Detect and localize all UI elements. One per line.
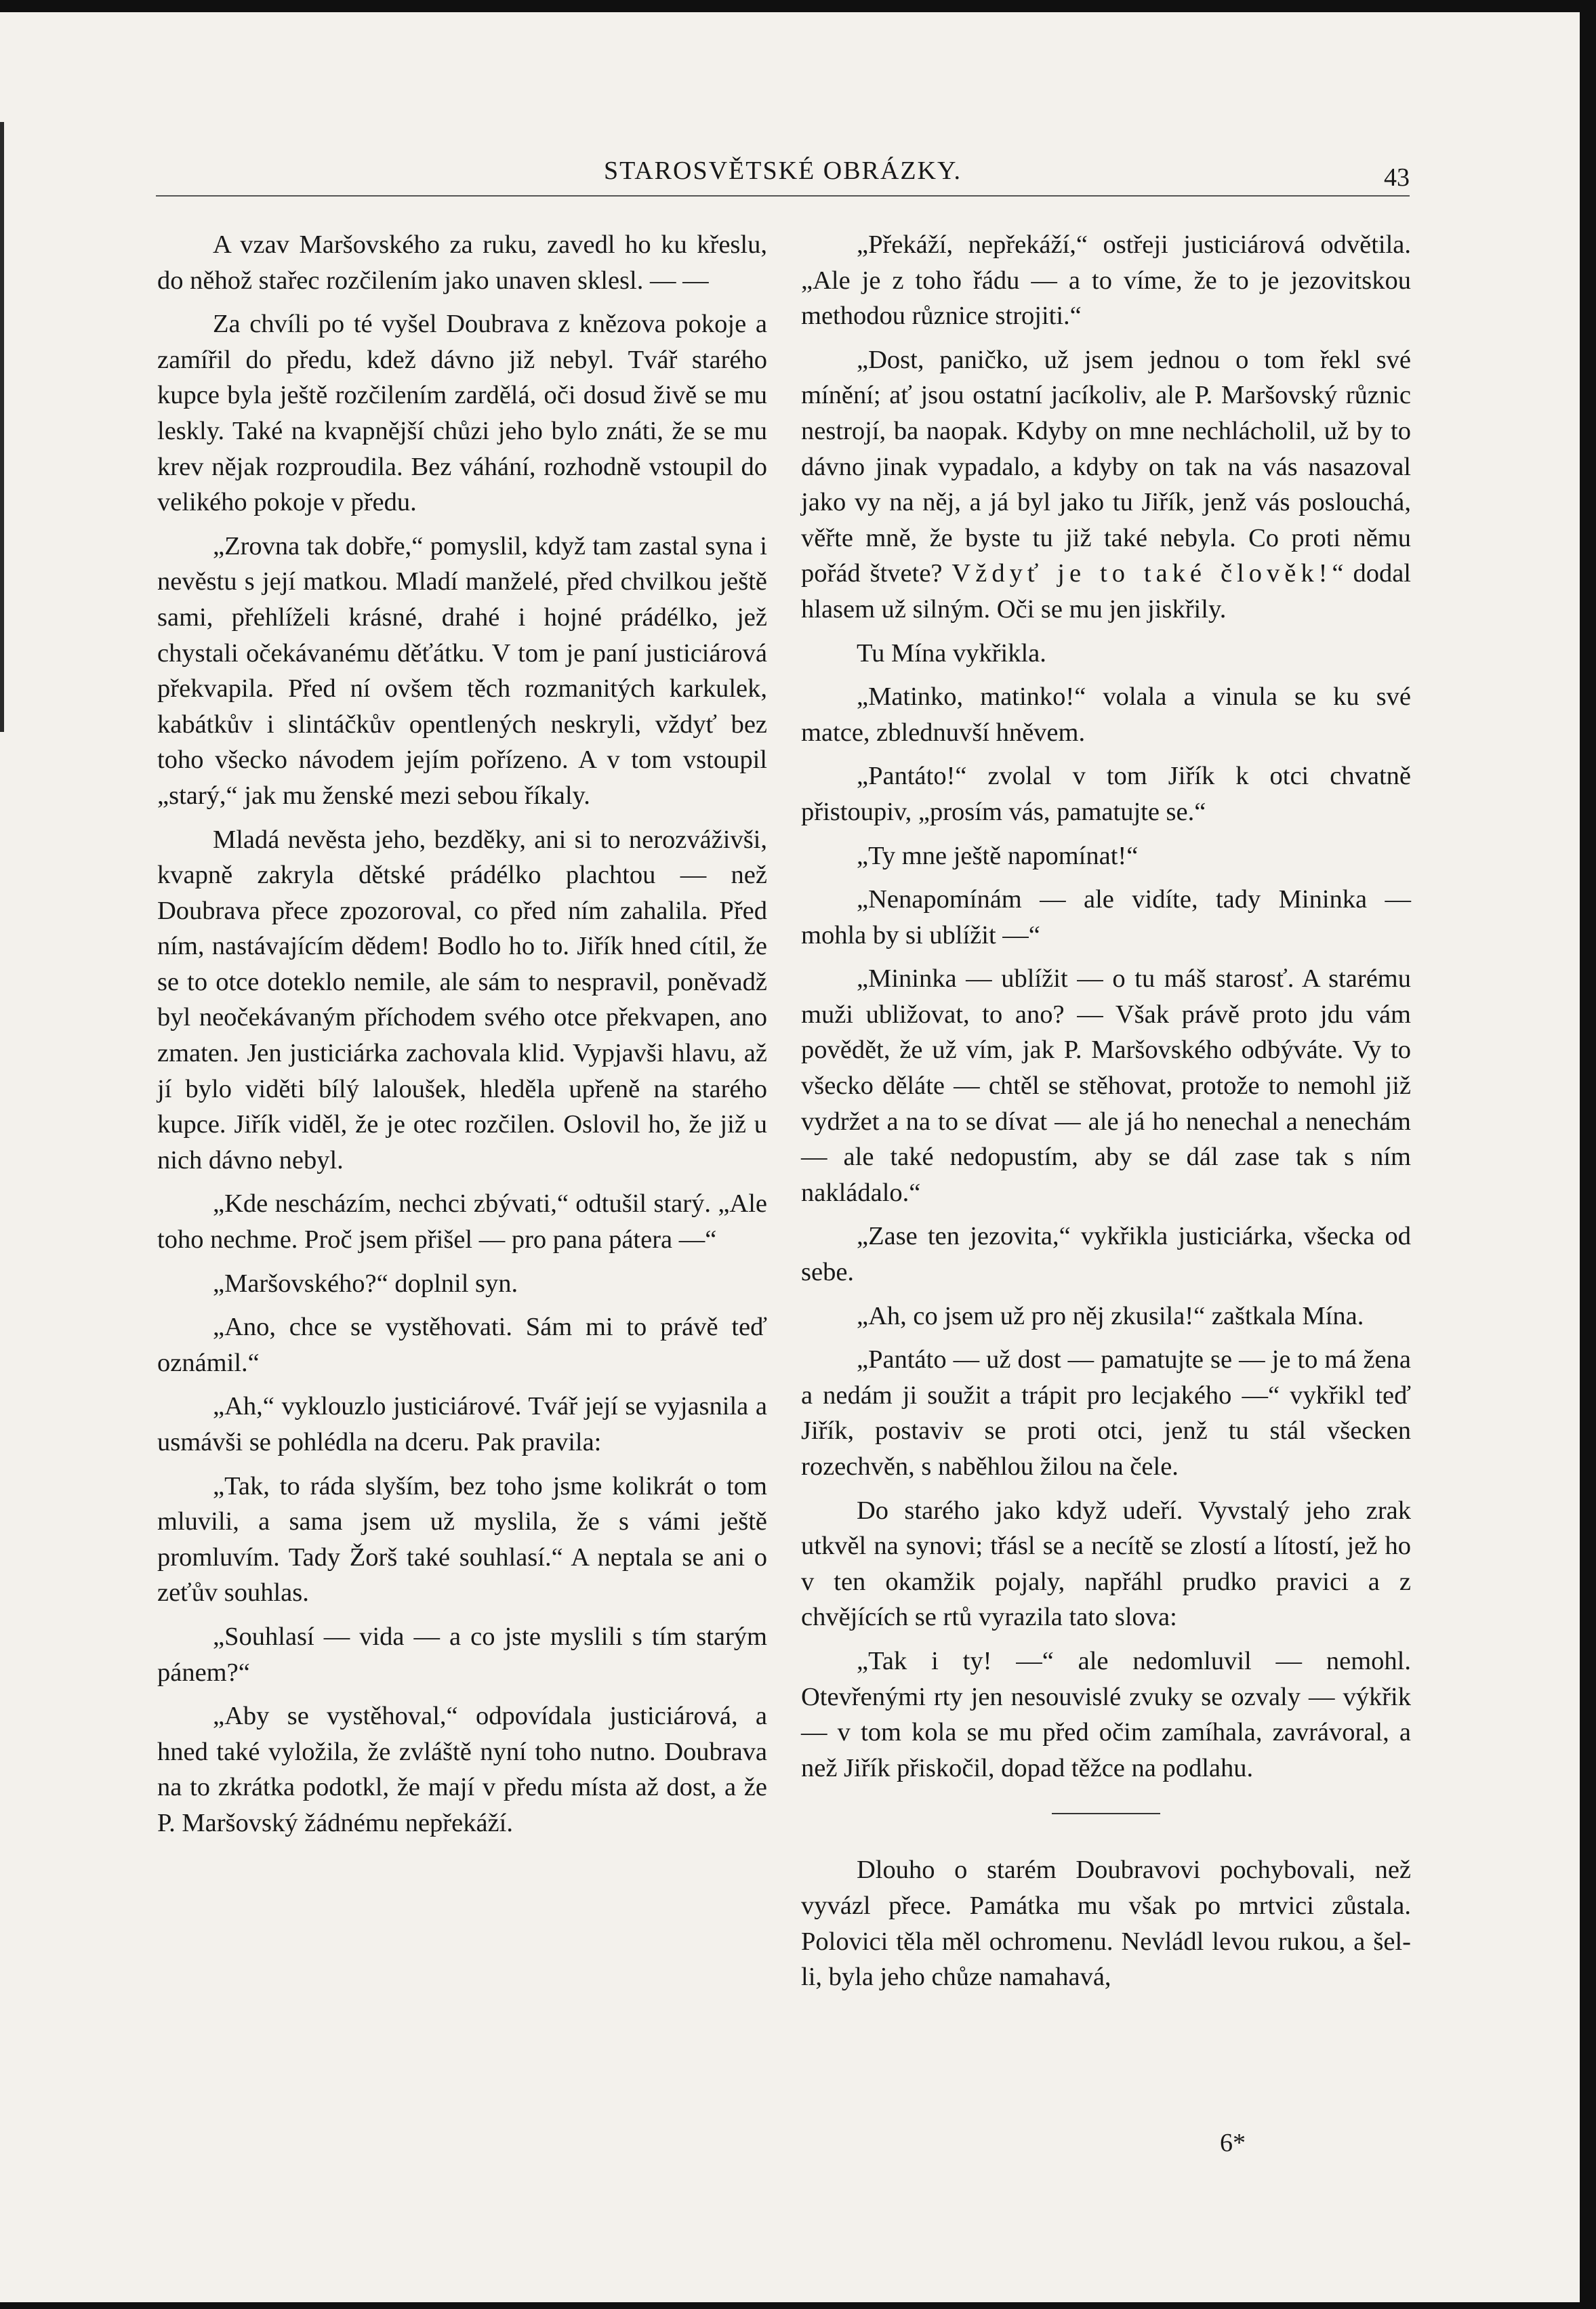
paragraph: Mladá nevěsta jeho, bezděky, ani si to nerozváživši, kvapně zakryla dětské prádélko plachtou — než Doubrava přece zpozoroval, co před ním zahalila. Před ním, nastávajícím dědem! Bodlo ho to. Jiřík hned cítil, že se to otce doteklo nemile, ale sám to nespravil, poněvadž byl neočekávaným příchodem svého otce překvapen, ano zmaten. Jen justiciárka zachovala klid. Vypjavši hlavu, až jí bylo viděti bílý laloušek, hleděla upřeně na starého kupce. Jiřík viděl, že je otec rozčilen. Oslovil ho, že již u nich dávno nebyl. <box>157 825 767 1174</box>
right-column <box>801 227 1411 2003</box>
scan-border-top <box>0 0 1596 12</box>
paragraph: Dlouho o starém Doubravovi pochybovali, než vyvázl přece. Památka mu však po mrtvici zůstala. Polovici těla měl ochromenu. Nevládl levou rukou, a šel-li, byla jeho chůze namahavá, <box>801 1856 1411 1992</box>
paragraph: „Ty mne ještě napomínat!“ <box>857 841 1139 870</box>
paragraph: „Zrovna tak dobře,“ pomyslil, když tam zastal syna i nevěstu s její matkou. Mladí manželé, před chvilkou ještě sami, přehlíželi krásné, drahé i hojné prádélko, jež chystali očekávanému děťátku. V tom je paní justiciárová překvapila. Před ní ovšem těch rozmanitých karkulek, kabátkův i slintáčkův opentlených neskryli, vždyť bez toho všecko návodem jejím pořízeno. A v tom vstoupil „starý,“ jak mu ženské mezi sebou říkaly. <box>157 531 767 810</box>
running-title: STAROSVĚTSKÉ OBRÁZKY. <box>603 157 962 185</box>
spaced-emphasis: Vždyť je to také člověk! <box>952 559 1332 588</box>
section-divider <box>1052 1813 1160 1814</box>
header-rule <box>156 195 1410 197</box>
paragraph: „Tak i ty! —“ ale nedomluvil — nemohl. Otevřenými rty jen nesouvislé zvuky se ozvaly — výkřik — v tom kola se mu před očim zamíhala, zavrávoral, a než Jiřík přiskočil, dopad těžce na podlahu. <box>801 1646 1411 1782</box>
printer-signature: 6* <box>1220 2129 1246 2157</box>
paragraph: Do starého jako když udeří. Vyvstalý jeho zrak utkvěl na synovi; třásl se a necítě se zlostí a lítostí, jež ho v ten okamžik pojaly, napřáhl prudko pravici a z chvějících se rtů vyrazila tato slova: <box>801 1496 1411 1632</box>
paragraph: „Kde nescházím, nechci zbývati,“ odtušil starý. „Ale toho nechme. Proč jsem přišel — pro pana pátera —“ <box>157 1189 767 1254</box>
paragraph: „Aby se vystěhoval,“ odpovídala justiciárová, a hned také vyložila, že zvláště nyní toho nutno. Doubrava na to zkrátka podotkl, že mají v předu místa až dost, a že P. Maršovský žádnému nepřekáží. <box>157 1702 767 1837</box>
paragraph: „Ano, chce se vystěhovati. Sám mi to právě teď oznámil.“ <box>157 1313 767 1377</box>
paragraph: „Souhlasí — vida — a co jste myslili s tím starým pánem?“ <box>157 1622 767 1687</box>
page-number: 43 <box>1384 163 1410 192</box>
scan-border-bottom <box>0 2302 1596 2309</box>
paragraph: Tu Mína vykřikla. <box>857 638 1046 668</box>
paragraph: A vzav Maršovského za ruku, zavedl ho ku křeslu, do něhož stařec rozčilením jako unaven sklesl. — — <box>157 230 767 295</box>
page-header <box>156 156 1410 197</box>
paragraph: „Pantáto — už dost — pamatujte se — je to má žena a nedám ji soužit a trápit pro lecjakého —“ vykřikl teď Jiřík, postaviv se proti otci, jenž tu stál všecken rozechvěn, s naběhlou žilou na čele. <box>801 1345 1411 1481</box>
paragraph: Za chvíli po té vyšel Doubrava z knězova pokoje a zamířil do předu, kdež dávno již nebyl. Tvář starého kupce byla ještě rozčilením zardělá, oči dosud živě se mu leskly. Také na kvapnější chůzi jeho bylo znáti, že se mu krev nějak rozproudila. Bez váhání, rozhodně vstoupil do velikého pokoje v předu. <box>157 310 767 517</box>
paragraph <box>801 342 1411 628</box>
scan-border-right <box>1580 0 1596 2309</box>
paragraph: „Maršovského?“ doplnil syn. <box>213 1269 518 1298</box>
paragraph: „Zase ten jezovita,“ vykřikla justiciárka, všecka od sebe. <box>801 1222 1411 1287</box>
paragraph: „Tak, to ráda slyším, bez toho jsme kolikrát o tom mluvili, a sama jsem už myslila, že s vámi ještě promluvím. Tady Žorš také souhlasí.“ A neptala se ani o zeťův souhlas. <box>157 1471 767 1608</box>
paragraph-text: „Dost, paničko, už jsem jednou o tom řekl své mínění; ať jsou ostatní jacíkoliv, ale P. Maršovský různic nestrojí, ba naopak. Kdyby on mne nechlácholil, už by to dávno jinak vypadalo, a kdyby on tak na vás nasazoval jako vy na něj, a já byl jako tu Jiřík, jenž vás poslouchá, věřte mně, že byste tu již také nebyla. Co proti němu pořád štvete? <box>801 345 1411 588</box>
paragraph-text: “ dodal hlasem už silným. Oči se mu jen jiskřily. <box>801 559 1411 624</box>
paragraph: „Překáží, nepřekáží,“ ostřeji justiciárová odvětila. „Ale je z toho řádu — a to víme, že to je jezovitskou methodou různice strojiti.“ <box>801 230 1411 331</box>
left-column <box>157 227 767 1850</box>
paragraph: „Ah,“ vyklouzlo justiciárové. Tvář její se vyjasnila a usmávši se pohlédla na dceru. Pak pravila: <box>157 1392 767 1456</box>
paragraph: „Pantáto!“ zvolal v tom Jiřík k otci chvatně přistoupiv, „prosím vás, pamatujte se.“ <box>801 762 1411 826</box>
paragraph: „Matinko, matinko!“ volala a vinula se ku své matce, zblednuvší hněvem. <box>801 682 1411 747</box>
paragraph: „Nenapomínám — ale vidíte, tady Mininka — mohla by si ublížit —“ <box>801 885 1411 949</box>
paragraph: „Mininka — ublížit — o tu máš starosť. A starému muži ubližovat, to ano? — Však právě proto jdu vám povědět, že už vím, jak P. Maršovského odbýváte. Vy to všecko děláte — chtěl se stěhovat, protože to nemohl již vydržet a na to se dívat — ale já ho nenechal a nenechám — ale také nedopustím, aby se dál zase tak s ním nakládalo.“ <box>801 964 1411 1207</box>
scan-border-left <box>0 122 4 732</box>
paragraph: „Ah, co jsem už pro něj zkusila!“ zaštkala Mína. <box>857 1301 1364 1330</box>
